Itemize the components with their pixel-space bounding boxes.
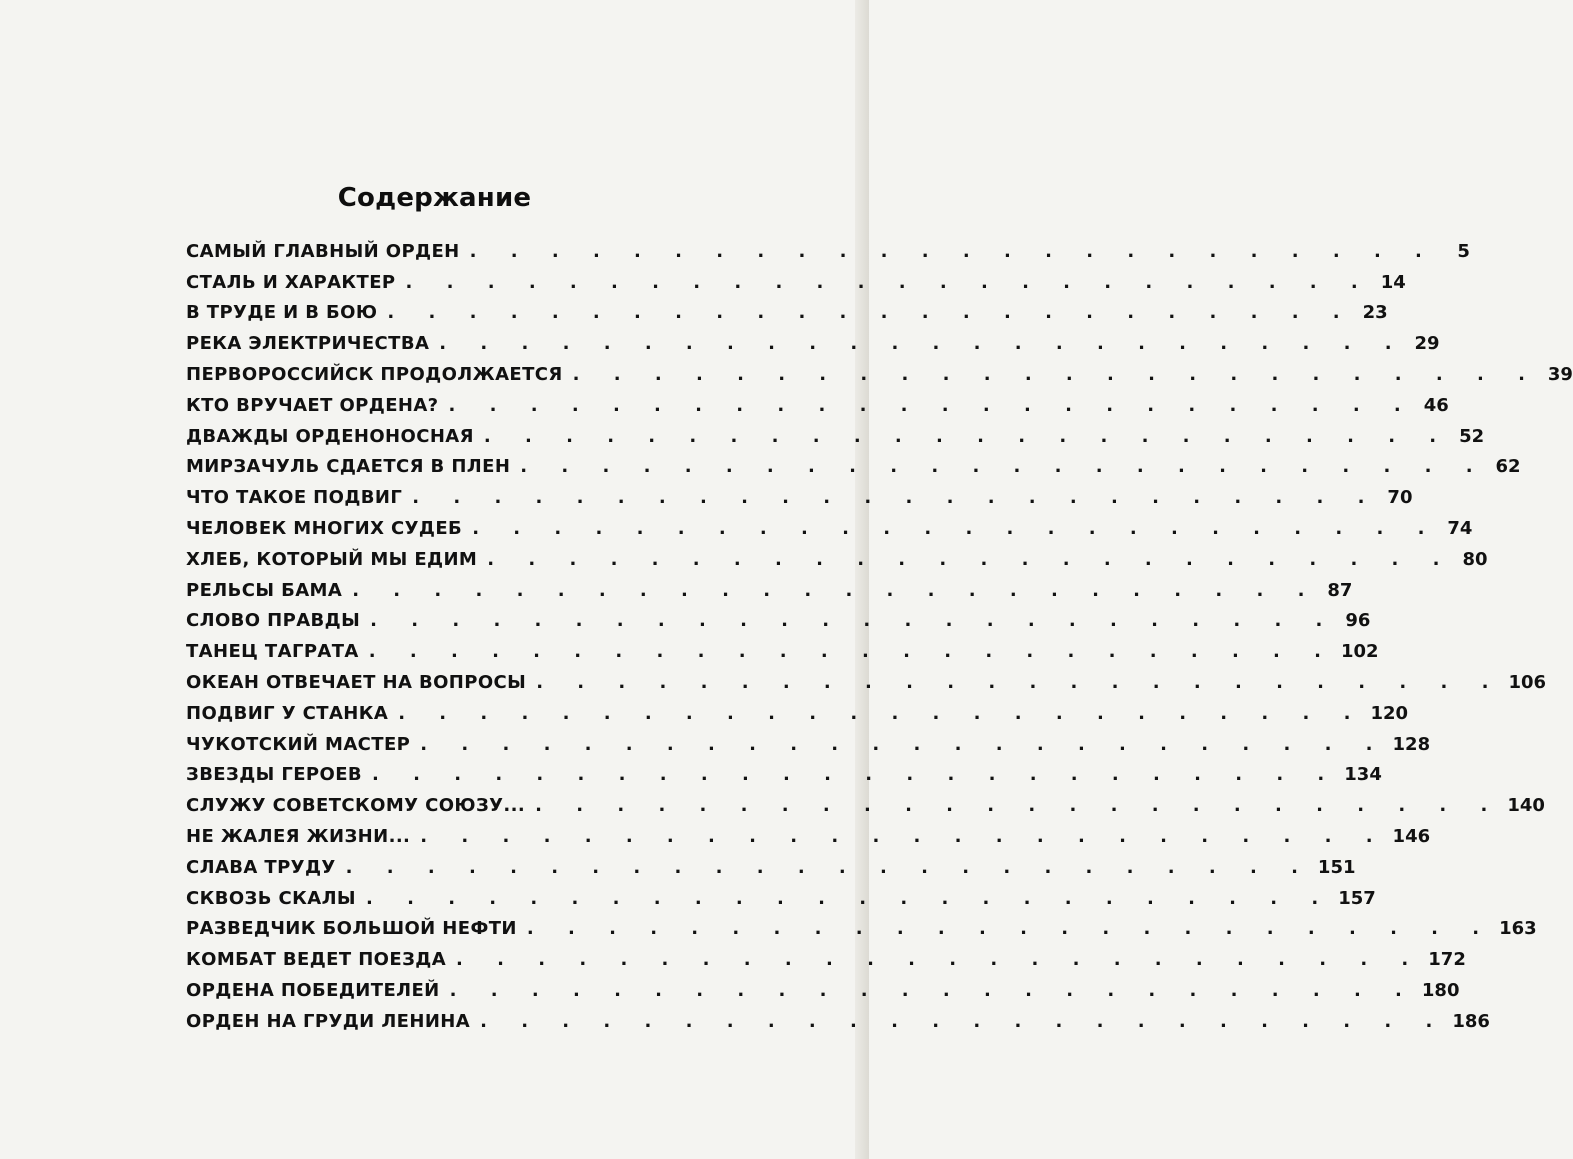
dot-leader: . . . . . . . . . . . . . . . . . . . . . . . .: [469, 240, 1436, 262]
toc-entry-title: СТАЛЬ И ХАРАКТЕР: [186, 271, 396, 293]
toc-entry-page: 96: [1345, 610, 1371, 632]
toc-entry: [186, 1006, 1490, 1037]
toc-entry-page: 87: [1327, 579, 1353, 601]
toc-entry: [186, 975, 1460, 1006]
toc-entry-page: 140: [1507, 795, 1545, 817]
toc-entry: [186, 298, 1388, 329]
dot-leader: . . . . . . . . . . . . . . . . . . . . . . . .: [352, 579, 1319, 601]
toc-entry-page: 102: [1341, 641, 1379, 663]
toc-entry-page: 146: [1392, 826, 1431, 848]
toc-entry-page: 39: [1547, 364, 1573, 386]
dot-leader: . . . . . . . . . . . . . . . . . . . . . . . .: [370, 610, 1337, 632]
toc-entry-title: ЧУКОТСКИЙ МАСТЕР: [186, 733, 411, 755]
toc-entry-title: РЕЛЬСЫ БАМА: [186, 579, 343, 601]
toc-entry-page: 186: [1452, 1010, 1490, 1032]
toc-entry: [186, 883, 1376, 914]
toc-entry-page: 29: [1414, 333, 1440, 355]
toc-entry-page: 157: [1338, 887, 1376, 909]
toc-entry-title: ОРДЕНА ПОБЕДИТЕЛЕЙ: [186, 980, 440, 1002]
dot-leader: . . . . . . . . . . . . . . . . . . . . . . . .: [412, 487, 1379, 509]
toc-entry-title: В ТРУДЕ И В БОЮ: [186, 302, 378, 324]
toc-entry-title: ОРДЕН НА ГРУДИ ЛЕНИНА: [186, 1010, 471, 1032]
toc-entry-title: КТО ВРУЧАЕТ ОРДЕНА?: [186, 394, 439, 416]
dot-leader: . . . . . . . . . . . . . . . . . . . . . . . .: [536, 672, 1503, 694]
toc-entry: [186, 482, 1413, 513]
toc-entry-title: СЛОВО ПРАВДЫ: [186, 610, 361, 632]
toc-entry-title: НЕ ЖАЛЕЯ ЖИЗНИ...: [186, 826, 411, 848]
dot-leader: . . . . . . . . . . . . . . . . . . . . . . . .: [368, 641, 1335, 663]
toc-entry: [186, 852, 1356, 883]
toc-entry-title: ДВАЖДЫ ОРДЕНОНОСНАЯ: [186, 425, 474, 447]
toc-entry-title: ТАНЕЦ ТАГРАТА: [186, 641, 359, 663]
toc-entry-title: РАЗВЕДЧИК БОЛЬШОЙ НЕФТИ: [186, 918, 517, 940]
toc-entry-title: ХЛЕБ, КОТОРЫЙ МЫ ЕДИМ: [186, 548, 478, 570]
dot-leader: . . . . . . . . . . . . . . . . . . . . . . . .: [420, 826, 1387, 848]
toc-entry-page: 14: [1380, 271, 1406, 293]
toc-entry-title: СЛАВА ТРУДУ: [186, 856, 336, 878]
toc-entry: [186, 452, 1521, 483]
dot-leader: . . . . . . . . . . . . . . . . . . . . . . . .: [487, 548, 1454, 570]
toc-entry-page: 106: [1508, 672, 1547, 694]
toc-entry-title: САМЫЙ ГЛАВНЫЙ ОРДЕН: [186, 240, 460, 262]
toc-entry-page: 74: [1447, 518, 1473, 540]
dot-leader: . . . . . . . . . . . . . . . . . . . . . . . .: [372, 764, 1339, 786]
toc-entry: [186, 513, 1473, 544]
dot-leader: . . . . . . . . . . . . . . . . . . . . . . . .: [526, 918, 1494, 940]
toc-entry-title: ЧТО ТАКОЕ ПОДВИГ: [186, 487, 403, 509]
toc-entry-title: СКВОЗЬ СКАЛЫ: [186, 887, 356, 909]
toc-entry: [186, 328, 1440, 359]
dot-leader: . . . . . . . . . . . . . . . . . . . . . . . .: [405, 271, 1372, 293]
dot-leader: . . . . . . . . . . . . . . . . . . . . . . . .: [420, 733, 1387, 755]
toc-entry: [186, 421, 1485, 452]
toc-entry-title: ПЕРВОРОССИЙСК ПРОДОЛЖАЕТСЯ: [186, 364, 563, 386]
toc-entry-page: 80: [1462, 548, 1488, 570]
dot-leader: . . . . . . . . . . . . . . . . . . . . . . . .: [480, 1010, 1447, 1032]
toc-entry-page: 5: [1457, 240, 1470, 262]
toc-entry: [186, 390, 1449, 421]
dot-leader: . . . . . . . . . . . . . . . . . . . . . . . .: [520, 456, 1487, 478]
toc-entry-page: 23: [1362, 302, 1388, 324]
dot-leader: . . . . . . . . . . . . . . . . . . . . . . . .: [439, 333, 1406, 355]
table-of-contents: [186, 236, 1573, 1037]
toc-entry-page: 70: [1387, 487, 1413, 509]
dot-leader: . . . . . . . . . . . . . . . . . . . . . . . .: [398, 702, 1365, 724]
toc-entry: [186, 267, 1406, 298]
toc-entry-title: ОКЕАН ОТВЕЧАЕТ НА ВОПРОСЫ: [186, 672, 527, 694]
toc-entry-title: СЛУЖУ СОВЕТСКОМУ СОЮЗУ...: [186, 795, 526, 817]
dot-leader: . . . . . . . . . . . . . . . . . . . . . . . .: [483, 425, 1451, 447]
toc-entry: [186, 359, 1573, 390]
toc-entry-title: КОМБАТ ВЕДЕТ ПОЕЗДА: [186, 949, 447, 971]
toc-entry-page: 52: [1459, 425, 1485, 447]
toc-entry-page: 151: [1317, 856, 1356, 878]
toc-entry-page: 180: [1421, 980, 1460, 1002]
toc-entry-page: 46: [1423, 394, 1449, 416]
dot-leader: . . . . . . . . . . . . . . . . . . . . . . . .: [535, 795, 1502, 817]
toc-entry-page: 134: [1344, 764, 1382, 786]
toc-entry-title: МИРЗАЧУЛЬ СДАЕТСЯ В ПЛЕН: [186, 456, 511, 478]
toc-entry-title: ЗВЕЗДЫ ГЕРОЕВ: [186, 764, 363, 786]
toc-entry: [186, 236, 1470, 267]
toc-entry: [186, 636, 1379, 667]
toc-entry: [186, 821, 1431, 852]
toc-entry: [186, 698, 1409, 729]
dot-leader: . . . . . . . . . . . . . . . . . . . . . . . .: [387, 302, 1354, 324]
dot-leader: . . . . . . . . . . . . . . . . . . . . . . . .: [456, 949, 1423, 971]
toc-entry-page: 128: [1392, 733, 1431, 755]
toc-entry-title: ЧЕЛОВЕК МНОГИХ СУДЕБ: [186, 518, 463, 540]
toc-entry: [186, 729, 1431, 760]
toc-entry: [186, 606, 1371, 637]
toc-entry-page: 163: [1499, 918, 1537, 940]
dot-leader: . . . . . . . . . . . . . . . . . . . . . . . .: [365, 887, 1333, 909]
dot-leader: . . . . . . . . . . . . . . . . . . . . . . . .: [449, 980, 1416, 1002]
toc-entry: [186, 944, 1466, 975]
dot-leader: . . . . . . . . . . . . . . . . . . . . . . . .: [572, 364, 1539, 386]
toc-entry-title: РЕКА ЭЛЕКТРИЧЕСТВА: [186, 333, 430, 355]
toc-entry-page: 172: [1428, 949, 1466, 971]
toc-entry: [186, 790, 1545, 821]
toc-entry: [186, 914, 1537, 945]
page-title: Содержание: [337, 183, 532, 214]
dot-leader: . . . . . . . . . . . . . . . . . . . . . . . .: [448, 394, 1415, 416]
toc-entry: [186, 544, 1488, 575]
toc-entry: [186, 760, 1382, 791]
dot-leader: . . . . . . . . . . . . . . . . . . . . . . . .: [472, 518, 1439, 540]
toc-entry-page: 120: [1370, 702, 1409, 724]
toc-entry-page: 62: [1495, 456, 1521, 478]
toc-entry-title: ПОДВИГ У СТАНКА: [186, 702, 389, 724]
toc-entry: [186, 575, 1353, 606]
toc-entry: [186, 667, 1547, 698]
dot-leader: . . . . . . . . . . . . . . . . . . . . . . . .: [345, 856, 1312, 878]
